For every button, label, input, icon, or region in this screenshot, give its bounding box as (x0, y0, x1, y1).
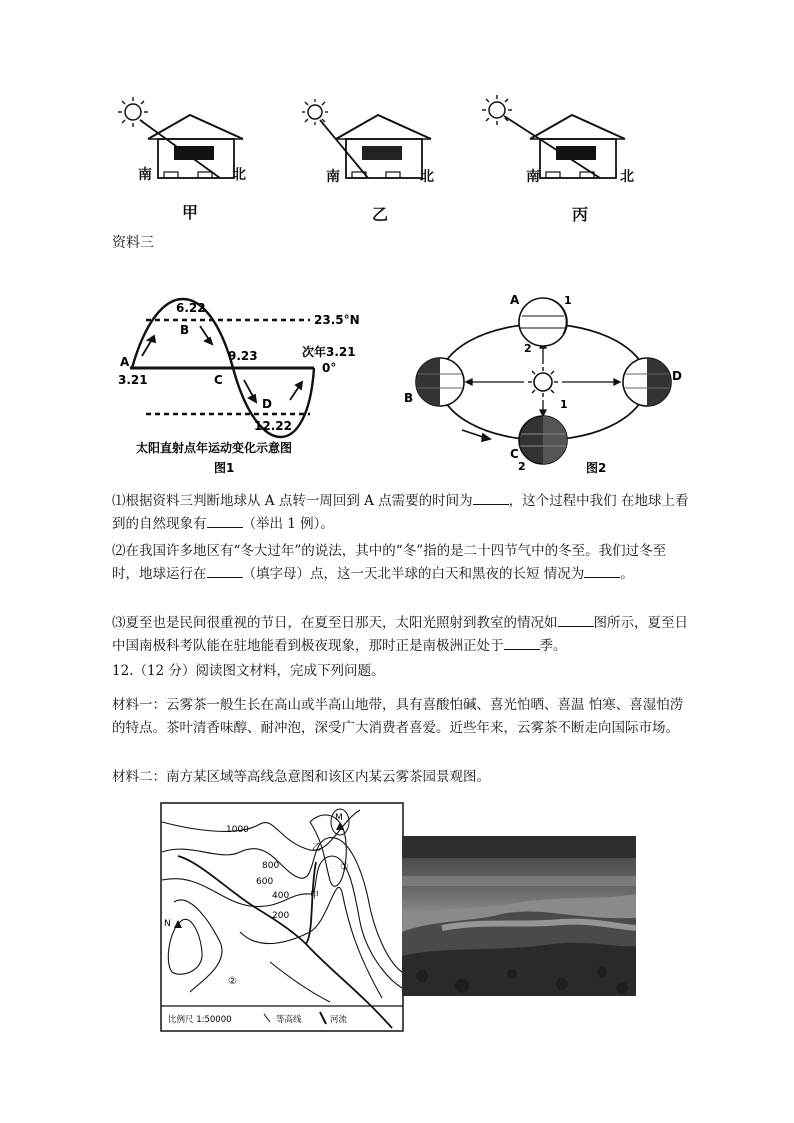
question-12-heading: 12.（12 分）阅读图文材料，完成下列问题。 (112, 663, 385, 679)
question-3 (112, 612, 692, 658)
q2-text-3: 。 (620, 566, 634, 582)
fig1-point-b-date: 6.22 (176, 301, 206, 315)
contour-600: 600 (256, 877, 274, 887)
earth-position-c (519, 416, 567, 464)
contour-200: 200 (272, 911, 290, 921)
house-panel-bing (482, 95, 625, 178)
sun-icon (482, 95, 512, 125)
sun-icon (302, 99, 328, 125)
fig2-label: 图2 (586, 461, 607, 475)
fig2-pos-c: C (510, 447, 519, 461)
fig2-a-1: 1 (564, 294, 572, 307)
q1-text-1: 根据资料三判断地球从 A 点转一周回到 A 点需要的时间为 (125, 493, 473, 509)
q1-answer-blank-2[interactable] (207, 513, 243, 528)
house-bing-north-label: 北 (620, 169, 634, 185)
house-jia-south-label: 南 (138, 167, 152, 183)
map-label-jia: 甲 (310, 891, 320, 901)
q2-text-1: 在我国许多地区有“冬大过年”的说法，其中的“冬”指的是二十四节气中的冬至。我们过冬至时，地球运行在 (112, 543, 667, 582)
q2-number: ⑵ (112, 543, 126, 559)
fig2-c-1: 1 (560, 398, 568, 411)
fig1-point-a-date: 3.21 (118, 373, 148, 387)
earth-position-d (623, 358, 671, 406)
fig2-a-2: 2 (524, 342, 532, 355)
fig2-pos-b: B (404, 391, 414, 405)
question-2 (112, 540, 692, 586)
fig1-point-c-date: 9.23 (228, 349, 258, 363)
map-label-1: ① (340, 862, 349, 873)
material-2: 材料二：南方某区域等高线急意图和该区内某云雾茶园景观图。 (112, 769, 490, 785)
tea-garden-photo-art (402, 836, 636, 996)
fig1-next-year: 次年3.21 (302, 345, 356, 359)
q3-text-1: 夏至也是民间很重视的节日，在夏至日那天，太阳光照射到教室的情况如 (125, 615, 558, 631)
panel-label-bing: 丙 (572, 205, 589, 224)
panel-label-jia: 甲 (182, 203, 199, 222)
question-1 (112, 490, 692, 536)
q1-number: ⑴ (112, 493, 126, 509)
q2-text-2: （填字母）点，这一天北半球的白天和黑夜的长短 情况为 (242, 566, 585, 582)
fig1-label: 图1 (214, 461, 235, 475)
material-1: 材料一：云雾茶一般生长在高山或半高山地带，具有喜酸怕碱、喜光怕晒、喜温 怕寒、喜湿怕涝的特点。茶叶清香味醇、耐冲泡，深受广大消费者喜爱。近些年来，云雾茶不断走向国际市场。 (112, 697, 684, 736)
house-panel-jia (118, 97, 243, 178)
q3-number: ⑶ (112, 615, 126, 631)
sun-icon (528, 367, 558, 397)
earth-position-b (416, 358, 464, 406)
house-jia-north-label: 北 (232, 167, 246, 183)
q3-answer-blank-2[interactable] (504, 635, 540, 650)
q1-text-3: （举出 1 例）。 (242, 516, 334, 532)
q3-answer-blank-1[interactable] (558, 612, 594, 627)
fig1-point-c: C (214, 373, 223, 387)
q1-answer-blank-1[interactable] (473, 490, 509, 505)
earth-position-a (519, 298, 567, 346)
fig1-lat-north: 23.5°N (314, 313, 360, 327)
fig2-pos-a: A (510, 293, 520, 307)
q1-text-2: ，这个过程中我们 在地球上看到的自然现象有 (112, 493, 689, 532)
legend-river: 河流 (330, 1015, 348, 1025)
fig1-caption: 太阳直射点年运动变化示意图 (136, 441, 293, 455)
q3-text-3: 季。 (539, 638, 567, 654)
fig2-c-2: 2 (518, 460, 526, 473)
house-panel-yi (302, 99, 431, 178)
panel-label-yi: 乙 (372, 205, 389, 224)
tea-garden-photo (402, 836, 636, 996)
contour-map (160, 802, 404, 1032)
peak-n-label: N (164, 919, 171, 929)
fig1-point-b: B (180, 323, 190, 337)
fig1-lat-equator: 0° (322, 361, 337, 375)
fig2-pos-d: D (672, 369, 682, 383)
legend-contour: 等高线 (276, 1015, 302, 1025)
contour-1000: 1000 (226, 825, 249, 835)
map-scale: 比例尺 1:50000 (168, 1015, 232, 1025)
contour-800: 800 (262, 861, 280, 871)
q3-text-2: 图所示，夏至日中国南极科考队能在驻地能看到极夜现象，那时正是南极洲正处于 (112, 615, 688, 654)
fig1-point-d: D (262, 397, 272, 411)
section-title: 资料三 (112, 235, 154, 251)
map-label-yi: 乙 (312, 843, 322, 853)
fig1-point-d-date: 12.22 (254, 419, 292, 433)
q2-answer-blank-2[interactable] (584, 563, 620, 578)
q2-answer-blank-1[interactable] (207, 563, 243, 578)
fig1-point-a: A (120, 355, 130, 369)
peak-m-label: M (335, 813, 343, 823)
map-label-2: ② (228, 976, 237, 987)
house-bing-south-label: 南 (526, 169, 540, 185)
house-yi-north-label: 北 (420, 169, 434, 185)
fig1-solar-path-diagram (118, 296, 378, 482)
contour-400: 400 (272, 891, 290, 901)
fig2-earth-orbit-diagram (400, 290, 700, 482)
house-yi-south-label: 南 (326, 169, 340, 185)
